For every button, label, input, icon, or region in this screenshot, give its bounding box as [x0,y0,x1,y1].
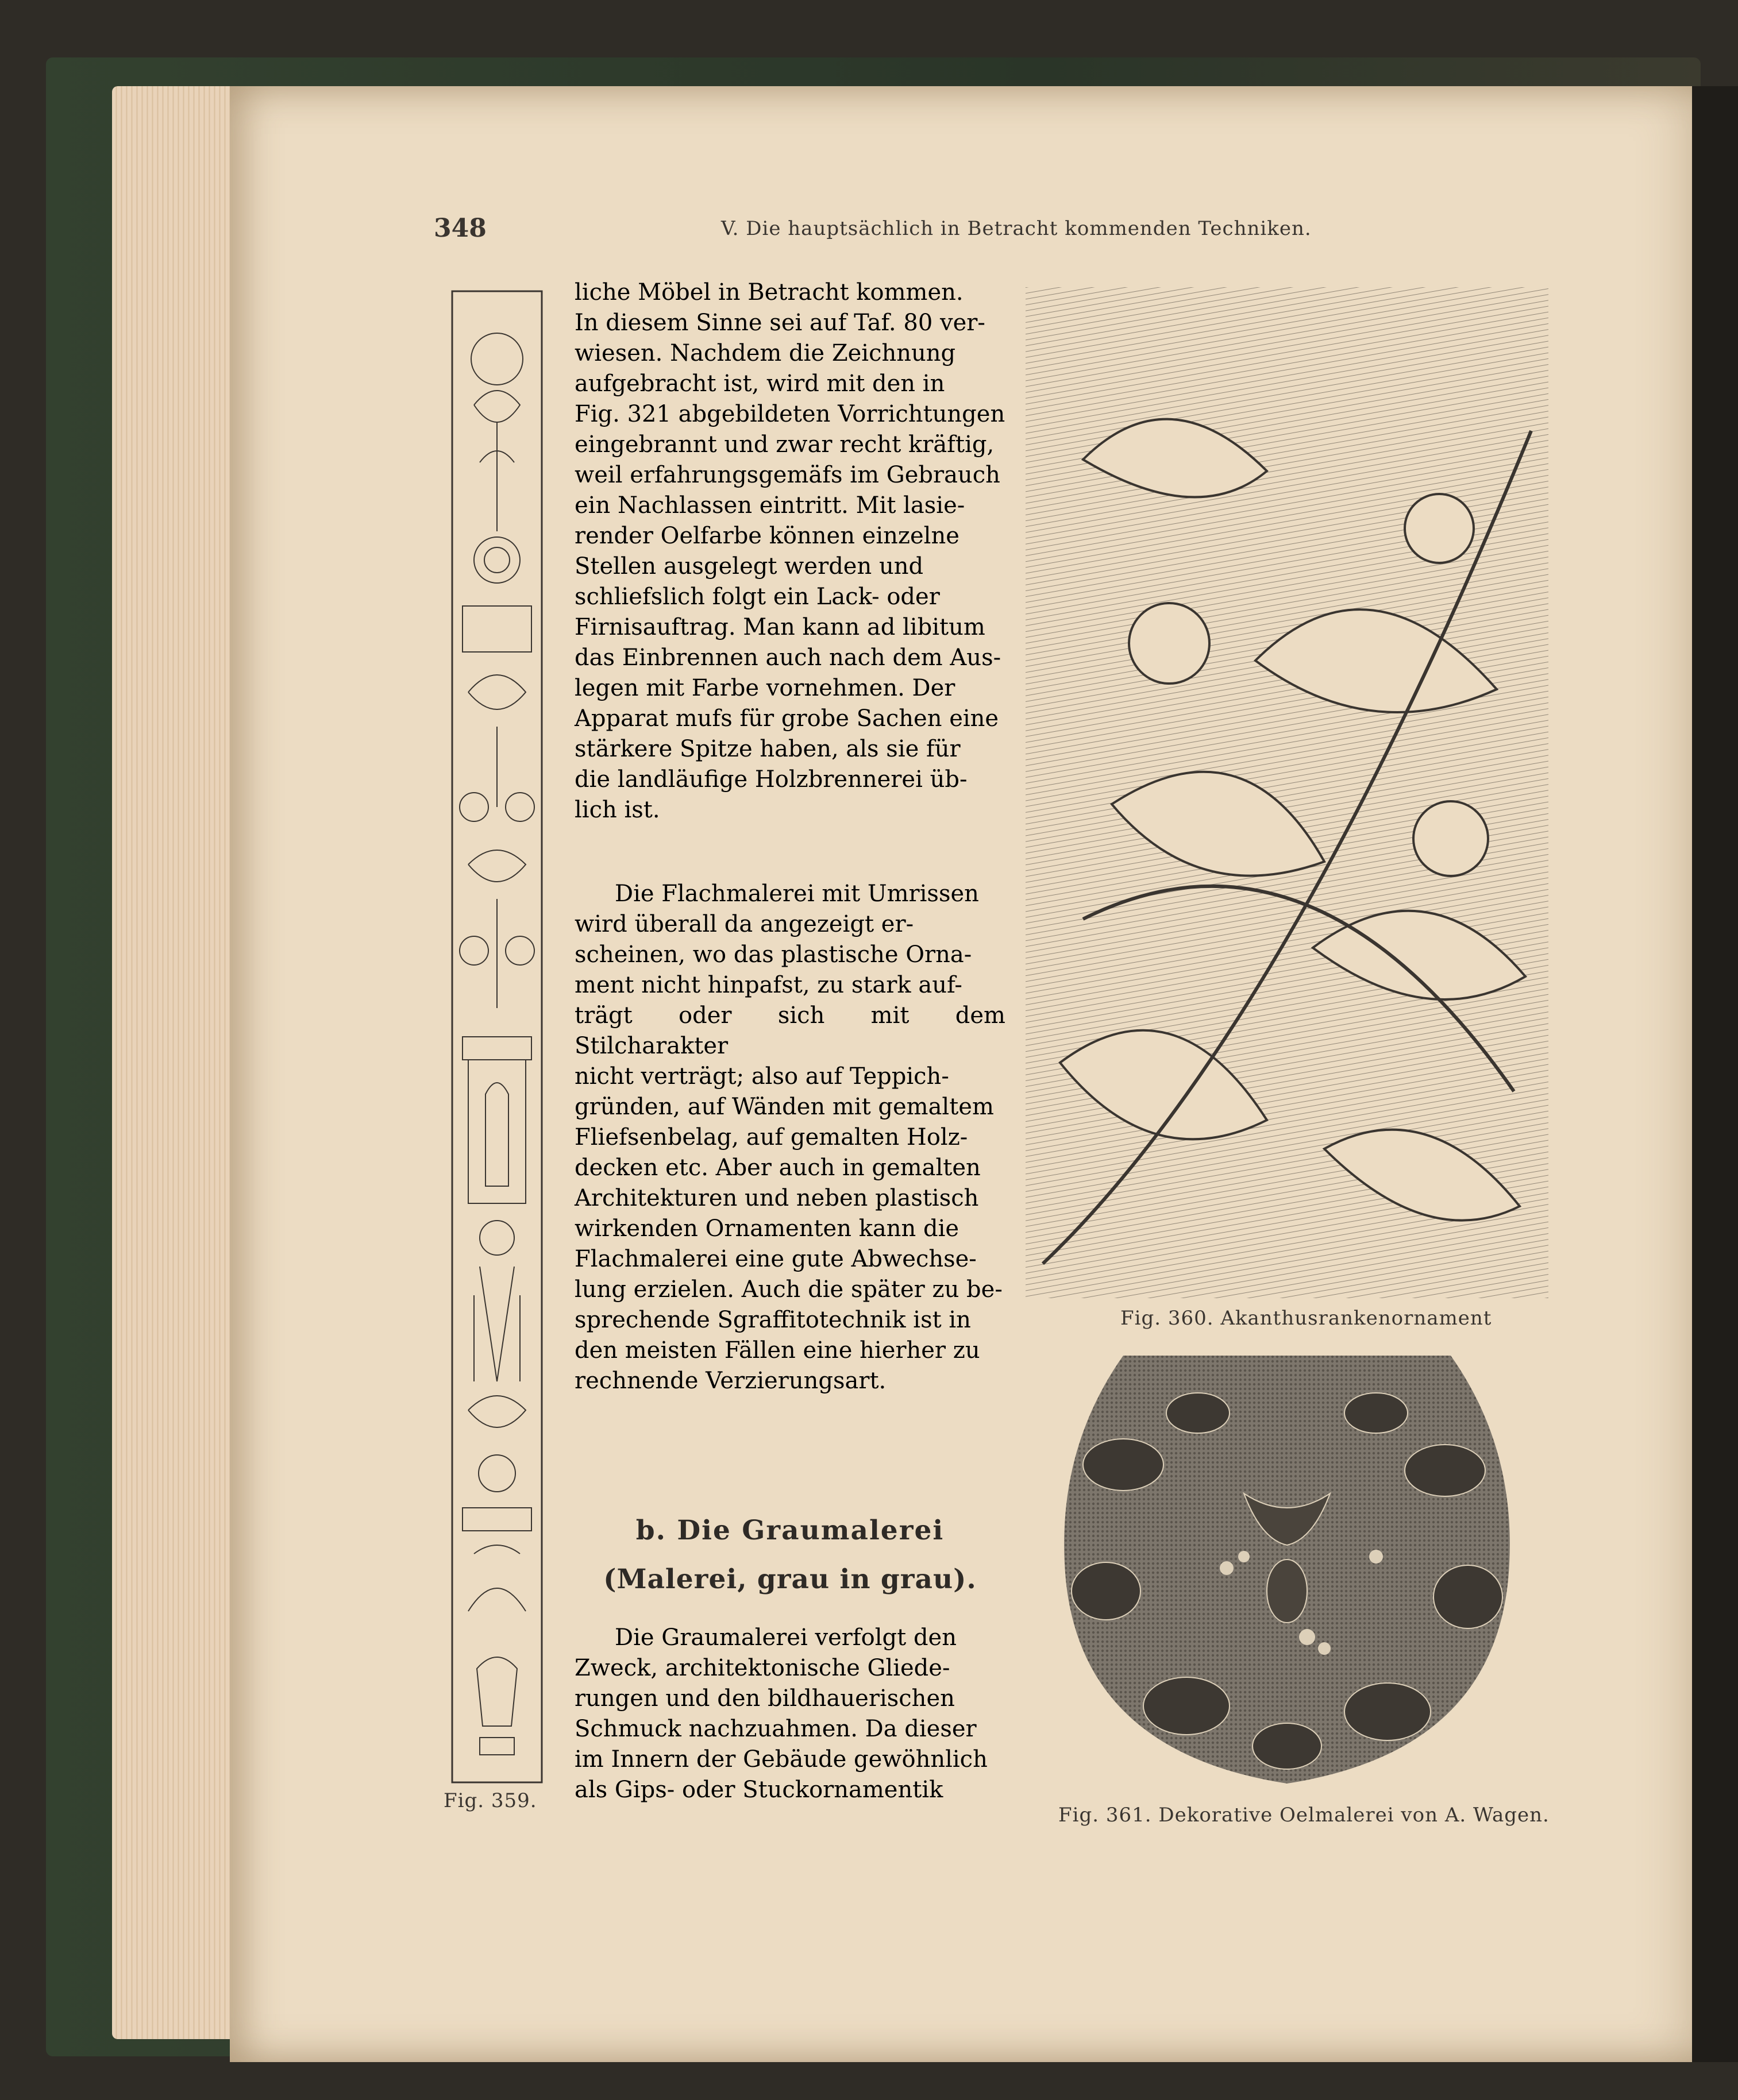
text-line: Zweck, architektonische Gliede- [575,1655,950,1681]
figure-360-acanthus-ornament [1026,287,1548,1298]
text-line: rechnende Verzierungsart. [575,1368,887,1394]
text-line: Schmuck nachzuahmen. Da dieser [575,1716,977,1742]
text-line: wirkenden Ornamenten kann die [575,1215,959,1242]
text-line: als Gips- oder Stuckornamentik [575,1777,943,1803]
text-line: im Innern der Gebäude gewöhnlich [575,1746,988,1773]
text-line: das Einbrennen auch nach dem Aus- [575,644,1001,671]
text-line: aufgebracht ist, wird mit den in [575,370,945,397]
text-line: Firnisauftrag. Man kann ad libitum [575,614,985,640]
text-line: Fliefsenbelag, auf gemalten Holz- [575,1124,968,1151]
text-line: In diesem Sinne sei auf Taf. 80 ver- [575,310,985,336]
text-line: sprechende Sgraffitotechnik ist in [575,1307,971,1333]
text-line: Die Graumalerei verfolgt den [615,1624,957,1651]
page-number: 348 [434,214,487,243]
text-line: die landläufige Holzbrennerei üb- [575,766,968,793]
figure-361-decorative-painting [1054,1350,1520,1789]
text-line: lich ist. [575,797,660,823]
text-line: Architekturen und neben plastisch [575,1185,979,1211]
text-line: den meisten Fällen eine hierher zu [575,1337,980,1364]
text-line: scheinen, wo das plastische Orna- [575,941,972,968]
text-line: decken etc. Aber auch in gemalten [575,1155,981,1181]
text-line: nicht verträgt; also auf Teppich- [575,1063,949,1090]
text-line: ment nicht hinpafst, zu stark auf- [575,972,962,998]
text-line: schliefslich folgt ein Lack- oder [575,584,940,610]
text-line: stärkere Spitze haben, als sie für [575,736,961,762]
text-line: wird überall da angezeigt er- [575,911,914,937]
text-column-paragraph-1 [575,277,1005,825]
text-line: weil erfahrungsgemäfs im Gebrauch [575,462,1000,488]
text-line: Flachmalerei eine gute Abwechse- [575,1246,977,1272]
figure-359-vertical-ornament [451,290,543,1784]
text-line: gründen, auf Wänden mit gemaltem [575,1094,994,1120]
text-line: wiesen. Nachdem die Zeichnung [575,340,956,366]
text-line: Die Flachmalerei mit Umrissen [615,881,979,907]
caption-fig-359: Fig. 359. [444,1789,537,1812]
text-line: Apparat mufs für grobe Sachen eine [575,705,999,732]
running-title: V. Die hauptsächlich in Betracht kommenden Techniken. [721,217,1312,240]
text-line: Fig. 321 abgebildeten Vorrichtungen [575,401,1005,427]
section-subheading: (Malerei, grau in grau). [603,1564,977,1595]
text-line: trägt oder sich mit dem Stilcharakter [575,1002,1005,1059]
caption-fig-360: Fig. 360. Akanthusrankenornament [1120,1307,1492,1330]
text-line: eingebrannt und zwar recht kräftig, [575,431,995,458]
text-line: liche Möbel in Betracht kommen. [575,279,964,306]
text-line: rungen und den bildhauerischen [575,1685,955,1712]
text-column-paragraph-3 [575,1623,1005,1805]
caption-fig-361: Fig. 361. Dekorative Oelmalerei von A. Wagen. [1058,1804,1550,1827]
text-line: Stellen ausgelegt werden und [575,553,924,580]
facing-page-edge [1692,86,1738,2062]
text-line: render Oelfarbe können einzelne [575,523,959,549]
section-heading: b. Die Graumalerei [635,1515,945,1546]
text-column-paragraph-2 [575,879,1005,1396]
text-line: lung erzielen. Auch die später zu be- [575,1276,1003,1303]
text-line: legen mit Farbe vornehmen. Der [575,675,955,701]
text-line: ein Nachlassen eintritt. Mit lasie- [575,492,965,519]
